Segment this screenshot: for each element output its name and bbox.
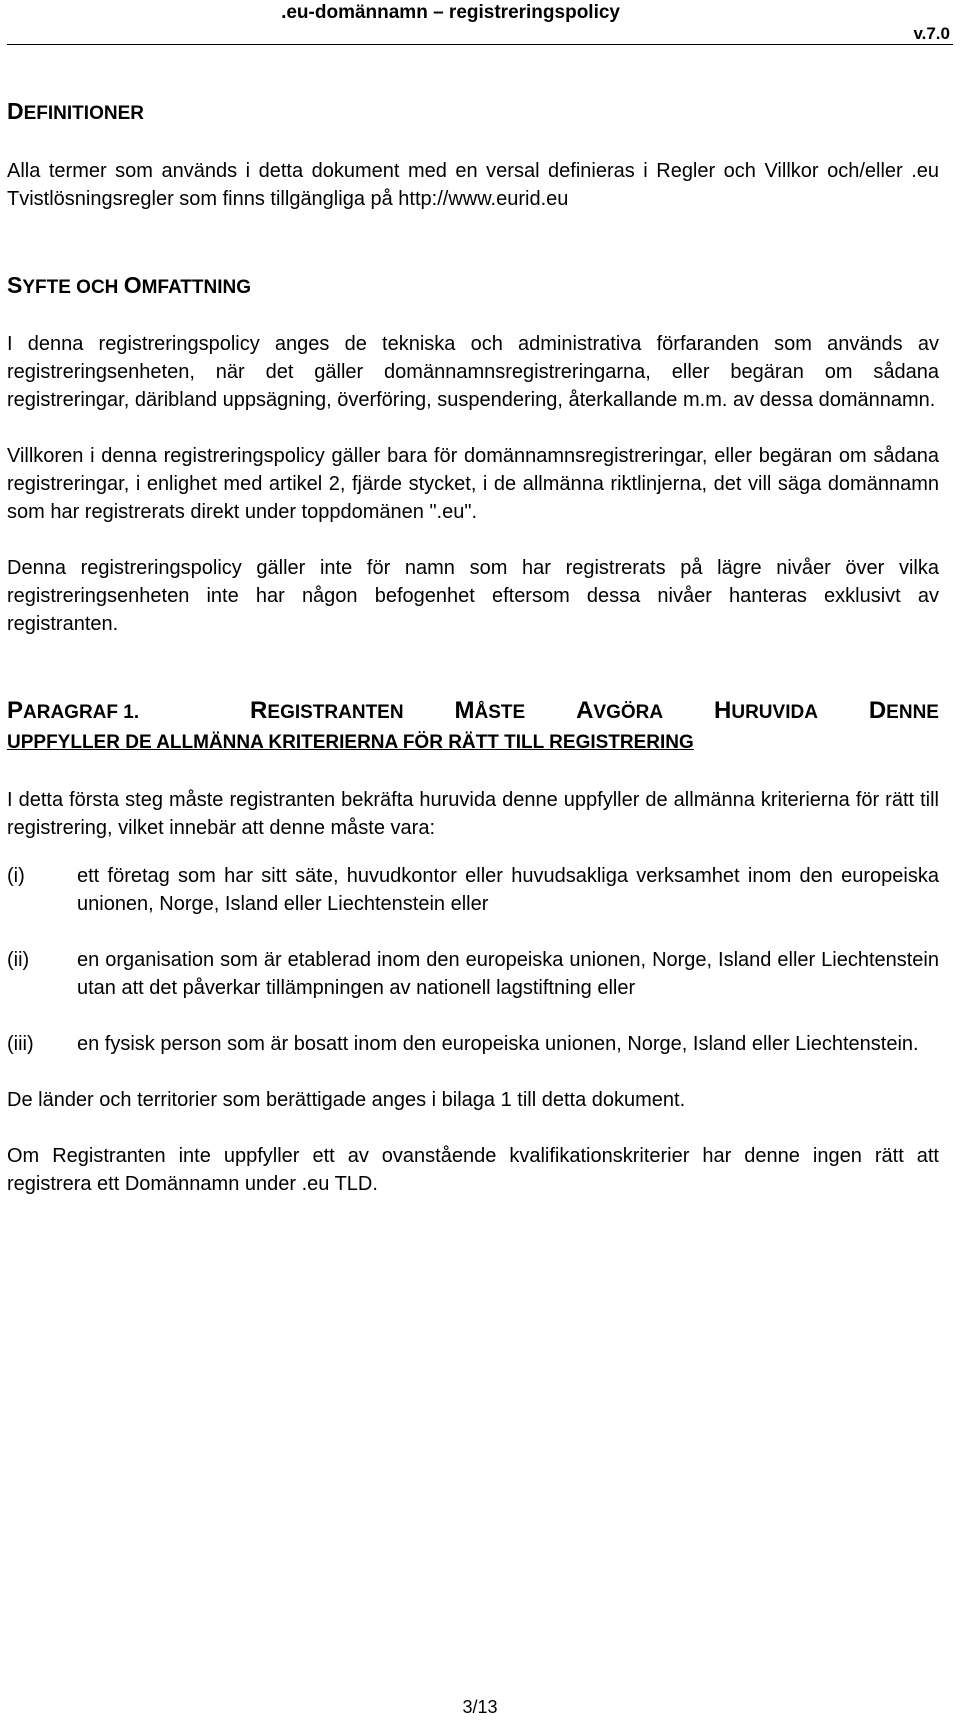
list-item-number: (i) bbox=[7, 865, 25, 887]
scope-paragraph-3: Denna registreringspolicy gäller inte för namn som har registrerats på lägre nivåer över vilka registreringsenheten inte har någon befogenhet eftersom dessa nivåer hanteras exklusivt av registranten. bbox=[7, 557, 939, 635]
paragraph-1-title-word: REGISTRANTEN bbox=[250, 697, 404, 724]
paragraph-1-title-word: AVGÖRA bbox=[576, 697, 664, 724]
paragraph-1-heading-line-2: UPPFYLLER DE ALLMÄNNA KRITERIERNA FÖR RÄTT TILL REGISTRERING bbox=[7, 732, 694, 753]
list-item-text: en fysisk person som är bosatt inom den europeiska unionen, Norge, Island eller Liechtenstein. bbox=[77, 1033, 919, 1055]
document-title: .eu-domännamn – registreringspolicy bbox=[281, 2, 620, 23]
list-item-text: ett företag som har sitt säte, huvudkontor eller huvudsakliga verksamhet inom den europeiska unionen, Norge, Island eller Liechtenstein eller bbox=[77, 865, 939, 915]
paragraph-1-heading-line-1 bbox=[7, 696, 939, 728]
paragraph-1-title-word: DENNE bbox=[868, 697, 939, 724]
document-version: v.7.0 bbox=[913, 24, 950, 43]
paragraph-1-heading bbox=[7, 696, 939, 758]
definitions-heading: DEFINITIONER bbox=[7, 98, 144, 124]
list-item-number: (ii) bbox=[7, 949, 30, 971]
list-item-number: (iii) bbox=[7, 1033, 34, 1055]
scope-paragraph-1: I denna registreringspolicy anges de tekniska och administrativa förfaranden som används av registreringsenheten, när det gäller domännamnsregistreringarna, eller begäran om sådana registreringar, däribland uppsägning, överföring, suspendering, återkallande m.m. av dessa domännamn. bbox=[7, 333, 939, 411]
paragraph-1-label: PARAGRAF 1. bbox=[7, 697, 140, 724]
page-number: 3/13 bbox=[462, 1697, 498, 1717]
list-item-text: en organisation som är etablerad inom den europeiska unionen, Norge, Island eller Liechtenstein utan att det påverkar tillämpningen av nationell lagstiftning eller bbox=[77, 949, 939, 999]
list-item bbox=[7, 1030, 939, 1058]
definitions-text: Alla termer som används i detta dokument med en versal definieras i Regler och Villkor och/eller .eu Tvistlösningsregler som finns tillgängliga på http://www.eurid.eu bbox=[7, 160, 939, 210]
paragraph-1-intro: I detta första steg måste registranten bekräfta huruvida denne uppfyller de allmänna kriterierna för rätt till registrering, vilket innebär att denne måste vara: bbox=[7, 789, 939, 839]
document-body bbox=[7, 85, 939, 1198]
paragraph-1-eligibility-note: Om Registranten inte uppfyller ett av ovanstående kvalifikationskriterier har denne ingen rätt att registrera ett Domännamn under .eu TLD. bbox=[7, 1145, 939, 1195]
list-item bbox=[7, 862, 939, 918]
scope-paragraph-2: Villkoren i denna registreringspolicy gäller bara för domännamnsregistreringar, eller begäran om sådana registreringar, i enlighet med artikel 2, fjärde stycket, i de allmänna riktlinjerna, det vill säga domännamn som har registrerats direkt under toppdomänen ".eu". bbox=[7, 445, 939, 523]
paragraph-1-title-word: MÅSTE bbox=[454, 697, 526, 724]
scope-heading: SYFTE OCH OMFATTNING bbox=[7, 272, 251, 298]
page-header bbox=[0, 0, 960, 43]
paragraph-1-countries-note: De länder och territorier som berättigade anges i bilaga 1 till detta dokument. bbox=[7, 1089, 686, 1111]
header-divider bbox=[7, 44, 953, 45]
list-item bbox=[7, 946, 939, 1002]
paragraph-1-title-word: HURUVIDA bbox=[714, 697, 818, 724]
